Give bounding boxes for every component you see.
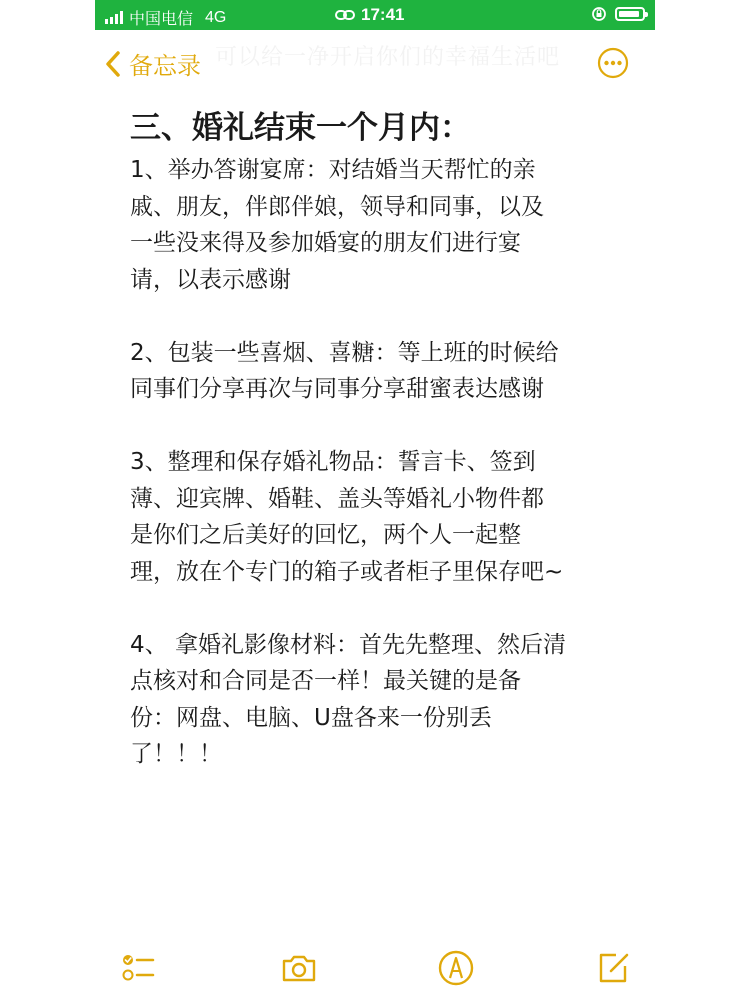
back-label: 备忘录 [129,52,201,80]
note-line: 点核对和合同是否一样！最关键的是备 [130,668,521,694]
status-right [591,6,645,22]
status-bar [95,0,655,30]
note-section-4 [130,627,630,773]
note-line: 4、 拿婚礼影像材料：首先先整理、然后清 [130,631,566,658]
nav-bar [95,30,655,94]
phone-screen [95,0,655,1000]
blank-line [130,590,630,627]
note-line: 2、包装一些喜烟、喜糖：等上班的时候给 [130,339,559,366]
blank-line [130,408,630,445]
note-title: 三、婚礼结束一个月内： [130,110,471,146]
blank-line [130,298,630,335]
markup-pen-icon[interactable] [436,948,476,988]
bottom-toolbar [95,940,655,996]
note-line: 请，以表示感谢 [130,266,291,293]
carrier-label: 中国电信 [129,11,194,28]
note-section-1 [130,152,630,298]
note-line: 一些没来得及参加婚宴的朋友们进行宴 [130,230,521,256]
back-button[interactable] [105,46,201,81]
scrolled-text-ghost: 可以给一净开启你们的幸福生活吧 [215,45,561,70]
battery-icon [615,7,645,21]
note-line: 1、举办答谢宴席：对结婚当天帮忙的亲 [130,157,536,183]
note-body[interactable] [130,104,630,773]
orientation-lock-icon [591,6,607,22]
camera-icon[interactable] [279,948,319,988]
chevron-left-icon [105,50,121,78]
note-line: 戚、朋友，伴郎伴娘，领导和同事，以及 [130,193,544,220]
note-line: 份：网盘、电脑、U盘各来一份别丢 [130,704,492,731]
more-options-icon[interactable] [597,47,629,79]
note-line: 薄、迎宾牌、婚鞋、盖头等婚礼小物件都 [130,485,544,512]
note-line: 3、整理和保存婚礼物品：誓言卡、签到 [130,449,536,475]
checklist-icon[interactable] [119,948,159,988]
note-section-3 [130,444,630,590]
clock: 17:41 [361,5,405,24]
note-line: 了！！！ [130,741,222,767]
note-section-2 [130,335,630,408]
note-line: 同事们分享再次与同事分享甜蜜表达感谢 [130,376,544,402]
link-icon [335,9,355,21]
compose-icon[interactable] [594,948,634,988]
status-left [105,6,226,29]
signal-icon [105,11,123,24]
note-line: 是你们之后美好的回忆，两个人一起整 [130,522,521,548]
note-line: 理，放在个专门的箱子或者柜子里保存吧~ [130,558,564,585]
network-label: 4G [205,8,227,26]
status-center [335,5,404,25]
